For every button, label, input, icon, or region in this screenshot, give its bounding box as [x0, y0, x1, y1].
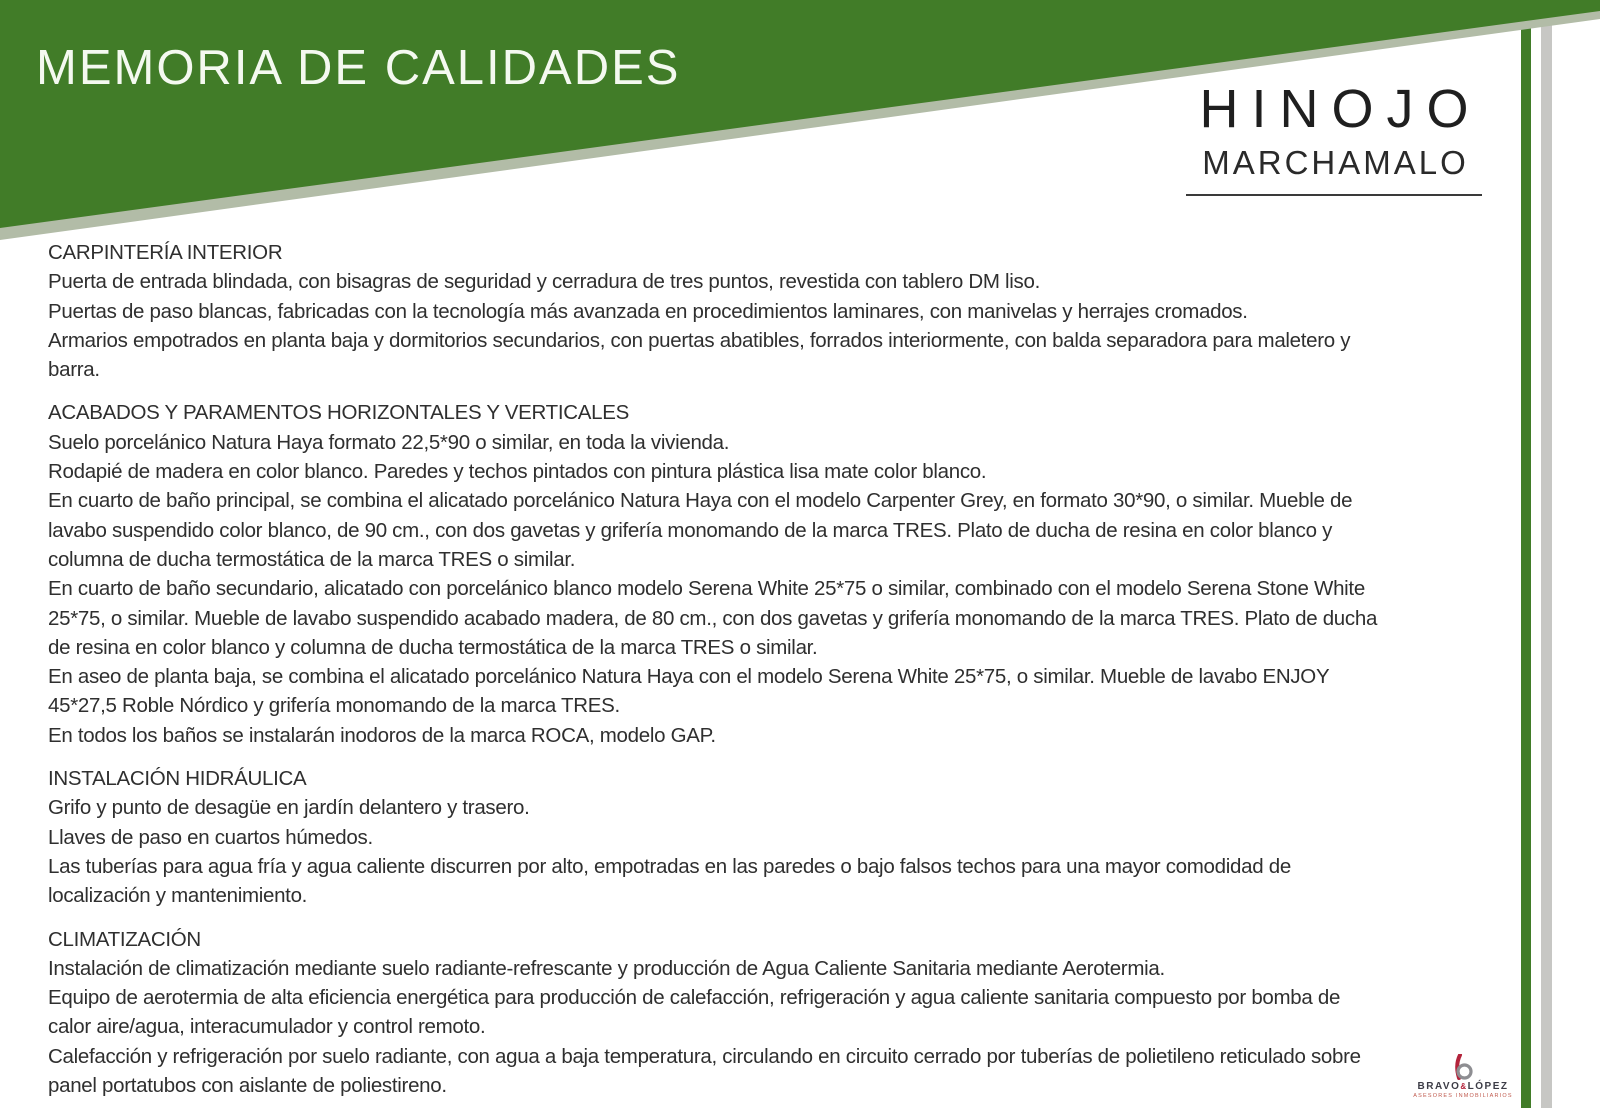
text-line: calor aire/agua, interacumulador y control remoto.	[48, 1015, 486, 1039]
page-title: MEMORIA DE CALIDADES	[36, 41, 681, 95]
text-line: panel portatubos con aislante de poliestireno.	[48, 1074, 447, 1098]
text-line: Suelo porcelánico Natura Haya formato 22,5*90 o similar, en toda la vivienda.	[48, 430, 730, 454]
text-line: Armarios empotrados en planta baja y dormitorios secundarios, con puertas abatibles, forrados interiormente, con balda separadora para maletero y	[48, 328, 1351, 352]
text-line: columna de ducha termostática de la marca TRES o similar.	[48, 547, 576, 571]
text-line: 45*27,5 Roble Nórdico y grifería monomando de la marca TRES.	[48, 694, 620, 718]
agency-ampersand: &	[1460, 1082, 1468, 1091]
agency-name-left: BRAVO	[1417, 1081, 1461, 1092]
section	[48, 238, 1510, 384]
text-line: Puertas de paso blancas, fabricadas con la tecnología más avanzada en procedimientos laminares, con manivelas y herrajes cromados.	[48, 299, 1248, 323]
right-edge-gray-stripe	[1541, 0, 1552, 1108]
agency-tagline: ASESORES INMOBILIARIOS	[1413, 1093, 1513, 1099]
text-line: Instalación de climatización mediante suelo radiante-refrescante y producción de Agua Caliente Sanitaria mediante Aerotermia.	[48, 956, 1165, 980]
section-title: CLIMATIZACIÓN	[48, 927, 201, 951]
text-line: Equipo de aerotermia de alta eficiencia energética para producción de calefacción, refrigeración y agua caliente sanitaria compuesto por bomba de	[48, 986, 1341, 1010]
text-line: Calefacción y refrigeración por suelo radiante, con agua a baja temperatura, circulando en circuito cerrado por tuberías de polietileno reticulado sobre	[48, 1044, 1361, 1068]
section	[48, 925, 1510, 1101]
text-line: localización y mantenimiento.	[48, 884, 308, 908]
agency-b-icon	[1451, 1054, 1475, 1080]
development-logo	[1178, 78, 1490, 196]
text-line: barra.	[48, 358, 100, 382]
agency-logo	[1408, 1054, 1518, 1099]
text-line: Las tuberías para agua fría y agua caliente discurren por alto, empotradas en las paredes o bajo falsos techos para una mayor comodidad de	[48, 854, 1291, 878]
agency-name-right: LÓPEZ	[1467, 1081, 1509, 1092]
logo-underline	[1186, 194, 1482, 196]
text-line: En cuarto de baño principal, se combina el alicatado porcelánico Natura Haya con el modelo Carpenter Grey, en formato 30*90, o similar. Mueble de	[48, 489, 1353, 513]
development-logo-name: HINOJO	[1199, 79, 1482, 139]
section-title: ACABADOS Y PARAMENTOS HORIZONTALES Y VERTICALES	[48, 401, 629, 425]
text-line: lavabo suspendido color blanco, de 90 cm., con dos gavetas y grifería monomando de la marca TRES. Plato de ducha de resina en color blanco y	[48, 518, 1333, 542]
agency-name	[1408, 1081, 1518, 1092]
text-line: de resina en color blanco y columna de ducha termostática de la marca TRES o similar.	[48, 635, 818, 659]
section-title: INSTALACIÓN HIDRÁULICA	[48, 767, 307, 791]
text-line: Rodapié de madera en color blanco. Paredes y techos pintados con pintura plástica lisa mate color blanco.	[48, 460, 987, 484]
content	[48, 238, 1510, 1108]
text-line: En cuarto de baño secundario, alicatado con porcelánico blanco modelo Serena White 25*75 o similar, combinado con el modelo Serena Stone White	[48, 577, 1365, 601]
text-line: Grifo y punto de desagüe en jardín delantero y trasero.	[48, 796, 530, 820]
text-line: Puerta de entrada blindada, con bisagras de seguridad y cerradura de tres puntos, revestida con tablero DM liso.	[48, 270, 1041, 294]
section	[48, 398, 1510, 750]
text-line: 25*75, o similar. Mueble de lavabo suspendido acabado madera, de 80 cm., con dos gavetas y grifería monomando de la marca TRES. Plato de ducha	[48, 606, 1378, 630]
development-logo-location: MARCHAMALO	[1202, 144, 1469, 181]
text-line: En aseo de planta baja, se combina el alicatado porcelánico Natura Haya con el modelo Serena White 25*75, o similar. Mueble de lavabo ENJOY	[48, 665, 1330, 689]
section-title: CARPINTERÍA INTERIOR	[48, 241, 283, 264]
section	[48, 764, 1510, 910]
right-edge-green-stripe	[1521, 0, 1531, 1108]
text-line: En todos los baños se instalarán inodoros de la marca ROCA, modelo GAP.	[48, 723, 716, 747]
text-line: Llaves de paso en cuartos húmedos.	[48, 825, 373, 849]
